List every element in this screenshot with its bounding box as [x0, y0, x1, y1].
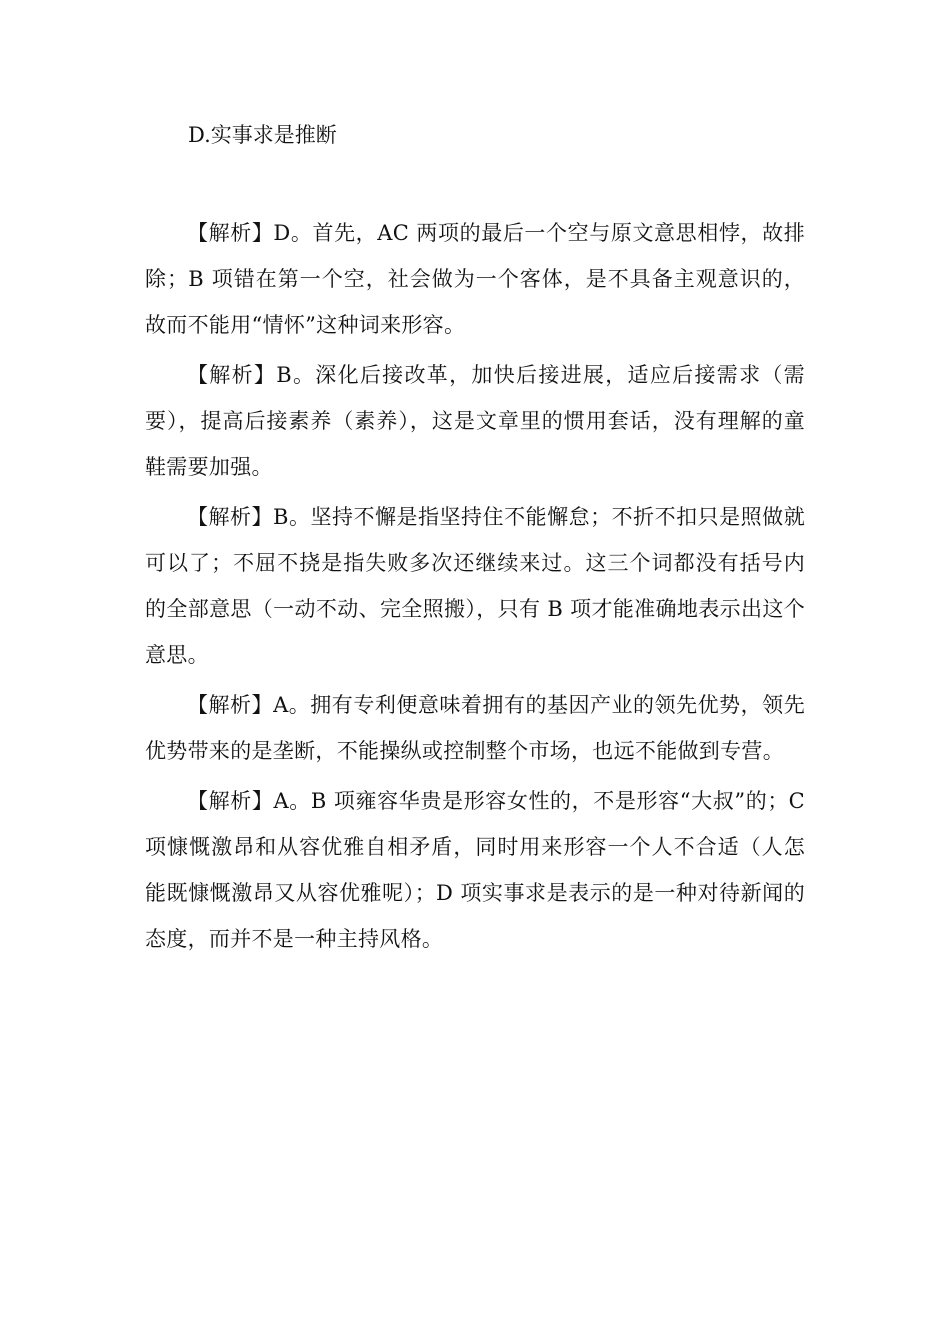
analysis-paragraph-4: 【解析】A。拥有专利便意味着拥有的基因产业的领先优势，领先优势带来的是垄断，不能操纵或控制整个市场，也远不能做到专营。	[145, 693, 805, 763]
analysis-paragraph-1: 【解析】D。首先，AC 两项的最后一个空与原文意思相悖，故排除；B 项错在第一个空，社会做为一个客体，是不具备主观意识的，故而不能用“情怀”这种词来形容。	[145, 221, 805, 337]
analysis-section	[145, 210, 805, 966]
analysis-paragraph-3: 【解析】B。坚持不懈是指坚持住不能懈怠；不折不扣只是照做就可以了；不屈不挠是指失败多次还继续来过。这三个词都没有括号内的全部意思（一动不动、完全照搬），只有 B 项才能准确地表示出这个意思。	[145, 505, 805, 667]
analysis-paragraph-5: 【解析】A。B 项雍容华贵是形容女性的，不是形容“大叔”的；C 项慷慨激昂和从容优雅自相矛盾，同时用来形容一个人不合适（人怎能既慷慨激昂又从容优雅呢）；D 项实事求是表示的是一种对待新闻的态度，而并不是一种主持风格。	[145, 789, 805, 951]
option-d-line: D.实事求是推断	[188, 123, 337, 147]
analysis-paragraph-2: 【解析】B。深化后接改革，加快后接进展，适应后接需求（需要），提高后接素养（素养），这是文章里的惯用套话，没有理解的童鞋需要加强。	[145, 363, 805, 479]
